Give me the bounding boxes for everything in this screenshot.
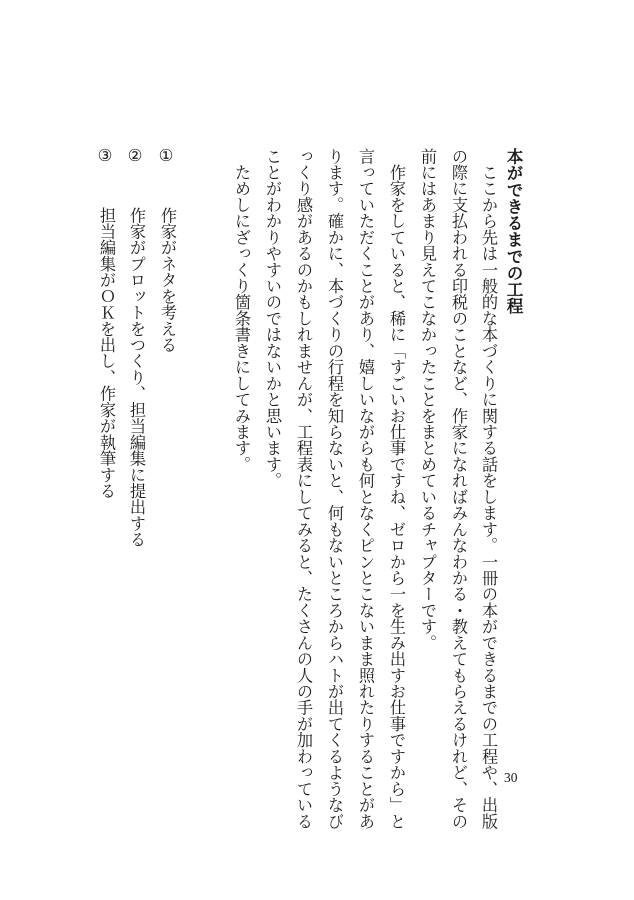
page-number: 30 <box>504 770 518 785</box>
body-line: ことがわかりやすいのではないかと思います。 <box>263 148 282 489</box>
step-text: 作家がネタを考える <box>158 207 177 353</box>
step-marker: ① <box>158 146 174 165</box>
step-marker: ③ <box>97 146 113 165</box>
body-line: っくり感があるのかもしれませんが、工程表にしてみると、たくさんの人の手が加わっている <box>294 148 313 830</box>
step-text: 担当編集がＯＫを出し、作家が執筆する <box>97 207 116 499</box>
body-line: ためしにざっくり箇条書きにしてみます。 <box>232 148 251 473</box>
body-line: 前にはあまり見えてこなかったことをまとめているチャプターです。 <box>418 148 437 651</box>
body-line: 作家をしていると、稀に「すごいお仕事ですね、ゼロから一を生み出すお仕事ですから」と <box>387 148 406 830</box>
body-line: ります。確かに、本づくりの行程を知らないと、何もないところからハトが出てくるようなび <box>325 148 344 830</box>
body-line: ここから先は一般的な本づくりに関する話をします。一冊の本ができるまでの工程や、出版 <box>479 148 498 830</box>
section-title: 本ができるまでの工程 <box>504 148 523 315</box>
step-marker: ② <box>127 146 143 165</box>
step-text: 作家がプロットをつくり、担当編集に提出する <box>127 207 146 548</box>
body-line: の際に支払われる印税のことなど、作家になればみんなわかる・教えてもらえるけれど、その <box>449 148 468 830</box>
body-line: 言っていただくことがあり、嬉しいながらも何となくピンとこないまま照れたりすることがあ <box>356 148 375 830</box>
